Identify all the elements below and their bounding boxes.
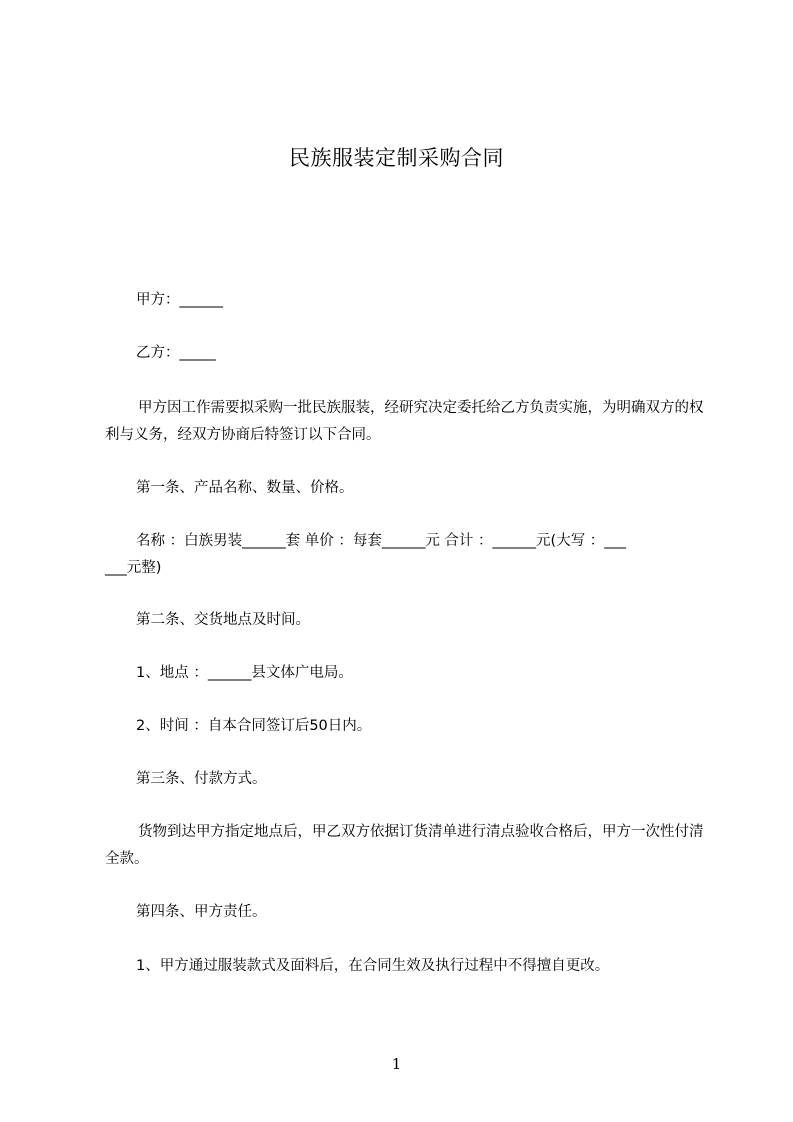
article-3-body: 货物到达甲方指定地点后，甲乙双方依据订货清单进行清点验收合格后，甲方一次性付清全款。 <box>105 824 704 867</box>
page-number: 1 <box>391 1055 402 1073</box>
article-2-item-1: 1、地点 ：______县文体广电局。 <box>136 665 353 681</box>
article-2-title: 第二条、交货地点及时间。 <box>136 612 310 628</box>
article-1-title: 第一条、产品名称、数量、价格。 <box>136 480 354 496</box>
article-1-line-2: ___元整) <box>105 560 162 576</box>
party-b-line: 乙方：_____ <box>136 345 216 361</box>
article-1-line-1: 名称 ：白族男装______套 单价 ：每套______元 合计 ：______元(大写 ：___ <box>136 533 627 549</box>
party-a-line: 甲方：______ <box>136 292 223 308</box>
intro-paragraph: 甲方因工作需要拟采购一批民族服装，经研究决定委托给乙方负责实施，为明确双方的权利与义务，经双方协商后特签订以下合同。 <box>105 400 704 443</box>
article-4-title: 第四条、甲方责任。 <box>136 904 267 920</box>
article-2-item-2: 2、时间 ：自本合同签订后50日内。 <box>136 718 372 734</box>
article-4-item-1: 1、甲方通过服装款式及面料后，在合同生效及执行过程中不得擅自更改。 <box>136 958 610 974</box>
document-title: 民族服装定制采购合同 <box>289 146 504 170</box>
article-3-title: 第三条、付款方式。 <box>136 771 267 787</box>
